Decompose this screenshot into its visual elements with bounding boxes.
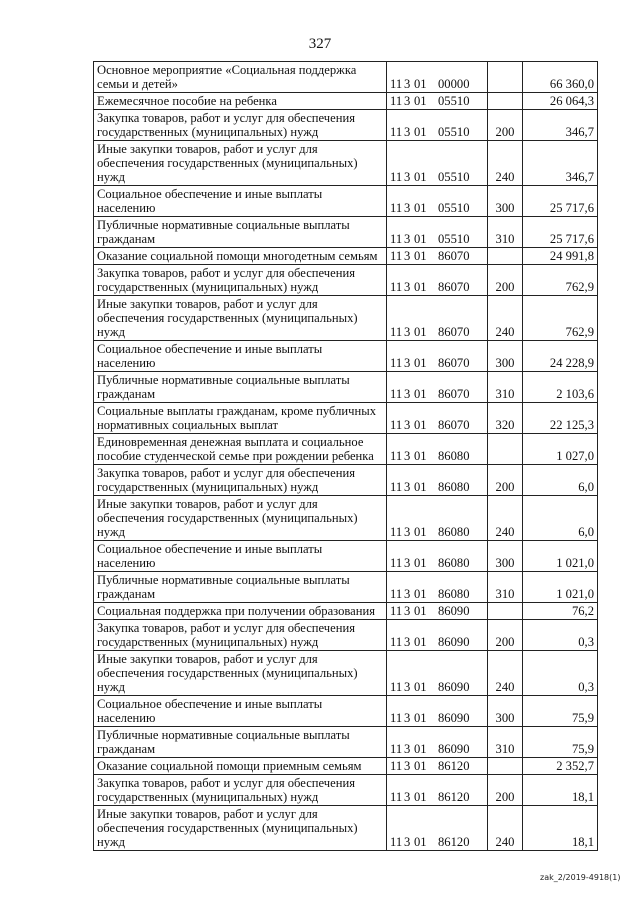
table-row <box>94 296 598 341</box>
classification-code-cell <box>387 727 488 758</box>
expense-name-cell: Закупка товаров, работ и услуг для обеспечения государственных (муниципальных) нужд <box>94 465 387 496</box>
amount-cell: 762,9 <box>523 296 598 341</box>
code-part: 86120 <box>438 790 470 804</box>
code-part: 05510 <box>438 94 470 108</box>
table-row <box>94 727 598 758</box>
code-part: 01 <box>414 249 427 263</box>
expense-type-cell: 240 <box>488 496 523 541</box>
code-part: 01 <box>414 835 427 849</box>
code-part: 86070 <box>438 325 470 339</box>
expense-name-cell: Социальное обеспечение и иные выплаты населению <box>94 696 387 727</box>
classification-code-cell <box>387 341 488 372</box>
code-part: 3 <box>404 680 411 694</box>
table-row <box>94 403 598 434</box>
code-part: 01 <box>414 635 427 649</box>
classification-code-cell <box>387 265 488 296</box>
expense-name-cell: Оказание социальной помощи многодетным семьям <box>94 248 387 265</box>
table-row <box>94 603 598 620</box>
classification-code-cell <box>387 186 488 217</box>
expense-name-cell: Закупка товаров, работ и услуг для обеспечения государственных (муниципальных) нужд <box>94 110 387 141</box>
code-part: 86080 <box>438 480 470 494</box>
amount-cell: 75,9 <box>523 727 598 758</box>
code-part: 11 <box>390 325 403 339</box>
code-part: 01 <box>414 170 427 184</box>
classification-code-cell <box>387 651 488 696</box>
code-part: 11 <box>390 170 403 184</box>
expense-name-cell: Основное мероприятие «Социальная поддержка семьи и детей» <box>94 62 387 93</box>
expense-type-cell: 240 <box>488 651 523 696</box>
code-part: 01 <box>414 742 427 756</box>
expense-name-cell: Публичные нормативные социальные выплаты гражданам <box>94 572 387 603</box>
code-part: 01 <box>414 480 427 494</box>
code-part: 01 <box>414 94 427 108</box>
expense-type-cell: 310 <box>488 572 523 603</box>
classification-code-cell <box>387 572 488 603</box>
code-part: 86070 <box>438 418 470 432</box>
amount-cell: 2 103,6 <box>523 372 598 403</box>
code-part: 01 <box>414 387 427 401</box>
code-part: 11 <box>390 387 403 401</box>
amount-cell: 26 064,3 <box>523 93 598 110</box>
code-part: 05510 <box>438 170 470 184</box>
amount-cell: 0,3 <box>523 651 598 696</box>
code-part: 11 <box>390 711 403 725</box>
amount-cell: 1 021,0 <box>523 541 598 572</box>
code-part: 11 <box>390 790 403 804</box>
expense-name-cell: Закупка товаров, работ и услуг для обеспечения государственных (муниципальных) нужд <box>94 775 387 806</box>
code-part: 3 <box>404 449 411 463</box>
budget-table <box>93 61 598 851</box>
code-part: 01 <box>414 418 427 432</box>
expense-name-cell: Закупка товаров, работ и услуг для обеспечения государственных (муниципальных) нужд <box>94 620 387 651</box>
code-part: 01 <box>414 280 427 294</box>
table-row <box>94 572 598 603</box>
code-part: 11 <box>390 604 403 618</box>
code-part: 86070 <box>438 356 470 370</box>
code-part: 3 <box>404 125 411 139</box>
code-part: 11 <box>390 525 403 539</box>
expense-type-cell: 200 <box>488 110 523 141</box>
code-part: 11 <box>390 232 403 246</box>
code-part: 86090 <box>438 680 470 694</box>
classification-code-cell <box>387 496 488 541</box>
table-row <box>94 62 598 93</box>
expense-type-cell <box>488 434 523 465</box>
code-part: 01 <box>414 525 427 539</box>
code-part: 11 <box>390 280 403 294</box>
code-part: 3 <box>404 790 411 804</box>
code-part: 11 <box>390 249 403 263</box>
code-part: 86090 <box>438 742 470 756</box>
amount-cell: 66 360,0 <box>523 62 598 93</box>
page-number: 327 <box>308 36 332 52</box>
expense-type-cell: 240 <box>488 806 523 851</box>
code-part: 11 <box>390 587 403 601</box>
expense-name-cell: Социальная поддержка при получении образования <box>94 603 387 620</box>
amount-cell: 6,0 <box>523 465 598 496</box>
code-part: 3 <box>404 249 411 263</box>
code-part: 01 <box>414 449 427 463</box>
classification-code-cell <box>387 434 488 465</box>
expense-type-cell <box>488 248 523 265</box>
expense-type-cell: 300 <box>488 341 523 372</box>
amount-cell: 0,3 <box>523 620 598 651</box>
table-row <box>94 186 598 217</box>
classification-code-cell <box>387 93 488 110</box>
code-part: 11 <box>390 418 403 432</box>
amount-cell: 1 021,0 <box>523 572 598 603</box>
expense-name-cell: Иные закупки товаров, работ и услуг для обеспечения государственных (муниципальных) нужд <box>94 651 387 696</box>
code-part: 01 <box>414 556 427 570</box>
table-row <box>94 110 598 141</box>
expense-type-cell: 300 <box>488 541 523 572</box>
code-part: 05510 <box>438 232 470 246</box>
amount-cell: 2 352,7 <box>523 758 598 775</box>
expense-type-cell: 310 <box>488 372 523 403</box>
expense-name-cell: Иные закупки товаров, работ и услуг для обеспечения государственных (муниципальных) нужд <box>94 141 387 186</box>
amount-cell: 18,1 <box>523 775 598 806</box>
code-part: 01 <box>414 201 427 215</box>
table-row <box>94 806 598 851</box>
table-row <box>94 696 598 727</box>
code-part: 86120 <box>438 759 470 773</box>
amount-cell: 76,2 <box>523 603 598 620</box>
table-row <box>94 465 598 496</box>
code-part: 3 <box>404 759 411 773</box>
classification-code-cell <box>387 758 488 775</box>
code-part: 11 <box>390 635 403 649</box>
table-row <box>94 620 598 651</box>
amount-cell: 346,7 <box>523 141 598 186</box>
amount-cell: 25 717,6 <box>523 186 598 217</box>
code-part: 01 <box>414 759 427 773</box>
code-part: 05510 <box>438 201 470 215</box>
table-row <box>94 217 598 248</box>
expense-type-cell <box>488 93 523 110</box>
table-row <box>94 496 598 541</box>
classification-code-cell <box>387 110 488 141</box>
expense-type-cell <box>488 603 523 620</box>
expense-type-cell: 200 <box>488 265 523 296</box>
expense-type-cell: 200 <box>488 620 523 651</box>
code-part: 3 <box>404 356 411 370</box>
amount-cell: 1 027,0 <box>523 434 598 465</box>
code-part: 01 <box>414 711 427 725</box>
code-part: 01 <box>414 325 427 339</box>
expense-name-cell: Публичные нормативные социальные выплаты гражданам <box>94 217 387 248</box>
table-row <box>94 141 598 186</box>
expense-name-cell: Иные закупки товаров, работ и услуг для обеспечения государственных (муниципальных) нужд <box>94 806 387 851</box>
expense-name-cell: Ежемесячное пособие на ребенка <box>94 93 387 110</box>
table-row <box>94 541 598 572</box>
code-part: 01 <box>414 125 427 139</box>
code-part: 86090 <box>438 604 470 618</box>
expense-type-cell <box>488 62 523 93</box>
expense-name-cell: Оказание социальной помощи приемным семьям <box>94 758 387 775</box>
code-part: 01 <box>414 232 427 246</box>
code-part: 86090 <box>438 711 470 725</box>
code-part: 11 <box>390 680 403 694</box>
classification-code-cell <box>387 696 488 727</box>
code-part: 86070 <box>438 387 470 401</box>
code-part: 3 <box>404 77 411 91</box>
expense-name-cell: Закупка товаров, работ и услуг для обеспечения государственных (муниципальных) нужд <box>94 265 387 296</box>
code-part: 3 <box>404 835 411 849</box>
code-part: 01 <box>414 790 427 804</box>
expense-name-cell: Иные закупки товаров, работ и услуг для обеспечения государственных (муниципальных) нужд <box>94 496 387 541</box>
code-part: 11 <box>390 556 403 570</box>
expense-name-cell: Социальное обеспечение и иные выплаты населению <box>94 186 387 217</box>
table-row <box>94 434 598 465</box>
expense-name-cell: Социальное обеспечение и иные выплаты населению <box>94 541 387 572</box>
code-part: 05510 <box>438 125 470 139</box>
code-part: 01 <box>414 77 427 91</box>
expense-type-cell: 320 <box>488 403 523 434</box>
amount-cell: 25 717,6 <box>523 217 598 248</box>
code-part: 3 <box>404 232 411 246</box>
table-row <box>94 775 598 806</box>
code-part: 86080 <box>438 449 470 463</box>
code-part: 3 <box>404 556 411 570</box>
code-part: 11 <box>390 480 403 494</box>
expense-type-cell: 310 <box>488 217 523 248</box>
classification-code-cell <box>387 372 488 403</box>
classification-code-cell <box>387 603 488 620</box>
budget-table-body <box>94 62 598 851</box>
classification-code-cell <box>387 141 488 186</box>
code-part: 11 <box>390 125 403 139</box>
expense-name-cell: Социальные выплаты гражданам, кроме публичных нормативных социальных выплат <box>94 403 387 434</box>
code-part: 01 <box>414 680 427 694</box>
code-part: 3 <box>404 201 411 215</box>
code-part: 01 <box>414 587 427 601</box>
table-row <box>94 372 598 403</box>
code-part: 11 <box>390 94 403 108</box>
classification-code-cell <box>387 775 488 806</box>
expense-type-cell: 240 <box>488 296 523 341</box>
code-part: 86080 <box>438 556 470 570</box>
expense-name-cell: Иные закупки товаров, работ и услуг для обеспечения государственных (муниципальных) нужд <box>94 296 387 341</box>
classification-code-cell <box>387 296 488 341</box>
code-part: 86080 <box>438 587 470 601</box>
expense-type-cell: 300 <box>488 696 523 727</box>
table-row <box>94 248 598 265</box>
code-part: 86090 <box>438 635 470 649</box>
code-part: 3 <box>404 635 411 649</box>
classification-code-cell <box>387 217 488 248</box>
expense-type-cell: 240 <box>488 141 523 186</box>
code-part: 3 <box>404 604 411 618</box>
expense-type-cell: 300 <box>488 186 523 217</box>
classification-code-cell <box>387 620 488 651</box>
table-row <box>94 758 598 775</box>
code-part: 11 <box>390 449 403 463</box>
amount-cell: 346,7 <box>523 110 598 141</box>
code-part: 86070 <box>438 249 470 263</box>
code-part: 3 <box>404 525 411 539</box>
amount-cell: 24 228,9 <box>523 341 598 372</box>
code-part: 3 <box>404 387 411 401</box>
code-part: 00000 <box>438 77 470 91</box>
amount-cell: 24 991,8 <box>523 248 598 265</box>
code-part: 3 <box>404 280 411 294</box>
classification-code-cell <box>387 62 488 93</box>
table-row <box>94 651 598 696</box>
expense-type-cell: 200 <box>488 465 523 496</box>
code-part: 86070 <box>438 280 470 294</box>
expense-name-cell: Публичные нормативные социальные выплаты гражданам <box>94 727 387 758</box>
code-part: 3 <box>404 742 411 756</box>
expense-name-cell: Социальное обеспечение и иные выплаты населению <box>94 341 387 372</box>
code-part: 3 <box>404 480 411 494</box>
classification-code-cell <box>387 465 488 496</box>
code-part: 86120 <box>438 835 470 849</box>
table-row <box>94 341 598 372</box>
code-part: 01 <box>414 356 427 370</box>
expense-name-cell: Единовременная денежная выплата и социальное пособие студенческой семье при рождении ребенка <box>94 434 387 465</box>
code-part: 3 <box>404 711 411 725</box>
code-part: 11 <box>390 201 403 215</box>
code-part: 3 <box>404 94 411 108</box>
code-part: 11 <box>390 77 403 91</box>
document-id-footer: zak_2/2019-4918(1) <box>540 873 621 882</box>
expense-type-cell: 200 <box>488 775 523 806</box>
classification-code-cell <box>387 403 488 434</box>
table-row <box>94 93 598 110</box>
amount-cell: 6,0 <box>523 496 598 541</box>
code-part: 3 <box>404 418 411 432</box>
expense-type-cell: 310 <box>488 727 523 758</box>
code-part: 3 <box>404 170 411 184</box>
amount-cell: 75,9 <box>523 696 598 727</box>
expense-name-cell: Публичные нормативные социальные выплаты гражданам <box>94 372 387 403</box>
code-part: 3 <box>404 325 411 339</box>
classification-code-cell <box>387 806 488 851</box>
code-part: 11 <box>390 759 403 773</box>
classification-code-cell <box>387 541 488 572</box>
code-part: 3 <box>404 587 411 601</box>
amount-cell: 22 125,3 <box>523 403 598 434</box>
expense-type-cell <box>488 758 523 775</box>
amount-cell: 762,9 <box>523 265 598 296</box>
code-part: 11 <box>390 835 403 849</box>
code-part: 11 <box>390 742 403 756</box>
amount-cell: 18,1 <box>523 806 598 851</box>
table-row <box>94 265 598 296</box>
code-part: 11 <box>390 356 403 370</box>
classification-code-cell <box>387 248 488 265</box>
code-part: 01 <box>414 604 427 618</box>
code-part: 86080 <box>438 525 470 539</box>
